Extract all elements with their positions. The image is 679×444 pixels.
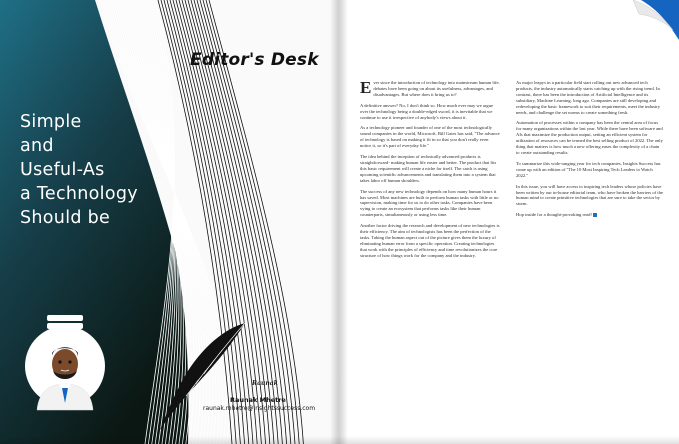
signature: Raunak (252, 380, 278, 387)
paragraph: As a technology pioneer and founder of one of the most technologically sound companies in the world, Microsoft, Bill Gates has said, "The advance of technology is based on making it fit in so that you don't really even notice it, so it's part of everyday life." (360, 125, 500, 149)
paragraph: Automation of processes within a company has been the central area of focus for many organizations within the last year. While there have been software and AIs that maximize the production output, setting an efficient system for utilization of resources can be termed the best selling product of 2022. The only thing that matters is how much a new offering eases the complexity of a chain to create outstanding results. (516, 120, 663, 155)
heading-line-4: a Technology (20, 184, 138, 204)
page-shadow (0, 436, 679, 444)
section-title: Editor's Desk (190, 50, 319, 70)
paragraph (516, 212, 664, 218)
heading-line-2: and (20, 136, 54, 156)
left-page (0, 0, 338, 444)
feature-heading (20, 110, 185, 230)
author-email: raunak.mhetre@insightssuccess.com (203, 405, 316, 412)
heading-line-3: Useful-As (20, 160, 105, 180)
paragraph: The idea behind the inception of technically advanced products is straightforward- making human life easier and better. The product that fits this basic requirement will create a niche for itself. The catch is using upcoming scientific advancements and translating them into a system that takes labor off human shoulders. (360, 154, 497, 183)
paragraph-text: ver since the introduction of technology into mainstream human life, debates have been going on about its usefulness, advantages, and disadvantages. But where does it bring us to? (373, 80, 500, 97)
page-curl-icon[interactable] (633, 0, 679, 44)
article-column-1 (360, 80, 500, 264)
paragraph: The success of any new technology depends on how many human hours it has saved. Most machines are built to perform human tasks with little or no supervision, making time for us to do other tasks. Companies have been vying to create an ecosystem that performs tasks like their human counterparts, simultaneously or using less time. (360, 188, 499, 218)
drop-cap: E (360, 78, 372, 97)
paragraph-text: Hop inside for a thought-provoking read! (516, 212, 592, 218)
paragraph: In this issue, you will have access to inspiring tech leaders whose policies have been written by our in-house editorial team, who have broken the barriers of the human mind to create primitive technologies that are sure to take the sector by storm. (516, 183, 663, 207)
right-page (338, 0, 679, 444)
book-gutter (330, 0, 348, 444)
end-mark-icon (593, 213, 597, 217)
author-avatar (18, 312, 118, 412)
heading-line-1: Simple (20, 112, 82, 132)
article-column-2 (516, 80, 664, 223)
paragraph: As major leapys in a particular field start rolling out new advanced tech products, the industry automatically starts catching up with the rising trend. In contrast, there has been the introduction of Artificial Intelligence and its subsidiary, Machine Learning, long ago. Companies are still developing and redeveloping the basic framework to suit their requirements, meet the industry needs, and challenge the set norms to create something fresh. (516, 80, 661, 115)
quill-pen-icon (150, 320, 250, 435)
heading-line-5: Should be (20, 208, 111, 228)
paragraph: Another factor driving the research and development of new technologies is their efficiency. The aim of technologists has been the perfection of the tasks. Taking the human aspect out of the picture gives them the luxury of eliminating human error from a specific operation. Creating technologies that work with the principles of efficiency and time revolutionizes the core structure of how things work for the company and the industry. (360, 223, 500, 258)
paragraph (360, 80, 500, 98)
paragraph: A definitive answer? No, I don't think so. How much ever may we argue over the technology being a double-edged sword, it is inevitable that we continue to use it irrespective of anybody's views about it. (360, 102, 494, 120)
paragraph: To summarize this wide-ranging year for tech companies, Insights Success has come up with an edition of "The 10 Most Inspiring Tech Leaders to Watch 2022." (516, 160, 661, 178)
author-name: Raunak Mhetre (230, 396, 286, 404)
